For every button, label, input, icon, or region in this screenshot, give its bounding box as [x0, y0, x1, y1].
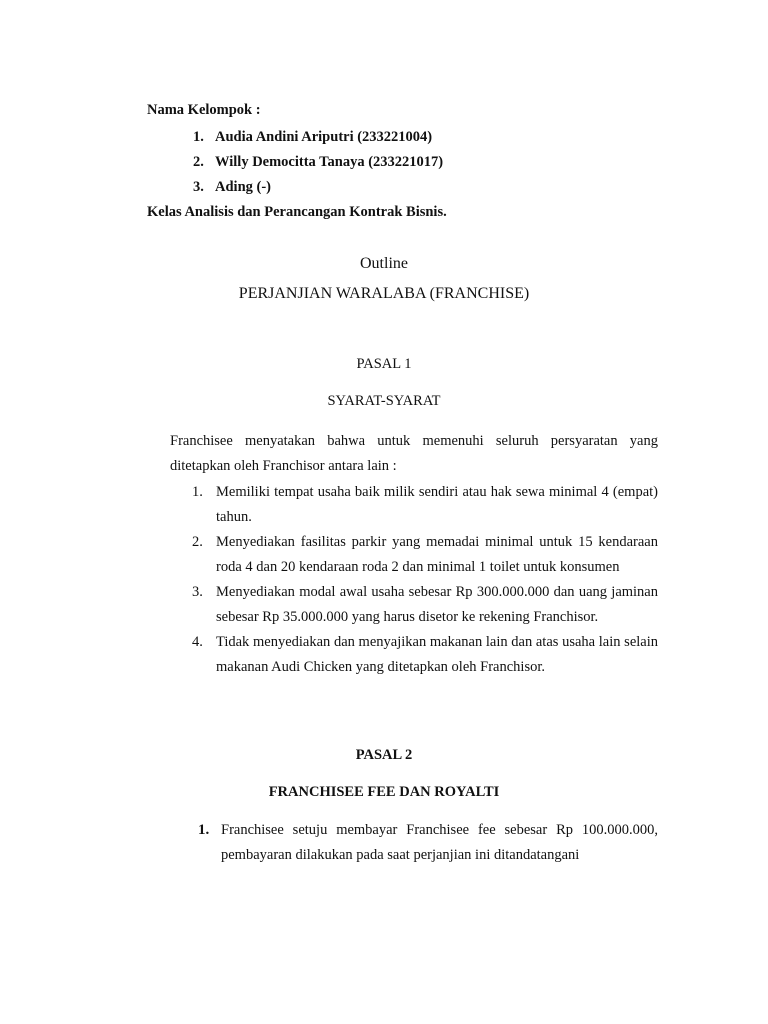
member-item: 2. Willy Democitta Tanaya (233221017)	[193, 154, 444, 170]
outline-heading: Outline	[360, 255, 408, 272]
member-name: Audia Andini Ariputri (233221004)	[215, 129, 433, 145]
list-item-text: Tidak menyediakan dan menyajikan makanan lain dan atas usaha lain selain makanan Audi Chicken yang ditetapkan oleh Franchisor.	[216, 634, 658, 675]
pasal1-number: PASAL 1	[356, 356, 412, 372]
document-title: PERJANJIAN WARALABA (FRANCHISE)	[238, 285, 530, 302]
pasal2-item-text: Franchisee setuju membayar Franchisee fee sebesar Rp 100.000.000, pembayaran dilakukan pada saat perjanjian ini ditandatangani	[221, 822, 658, 863]
list-item: 3. Menyediakan modal awal usaha sebesar Rp 300.000.000 dan uang jaminan sebesar Rp 35.000.000 yang harus disetor ke rekening Franchisor.	[192, 584, 658, 625]
pasal1-intro: Franchisee menyatakan bahwa untuk memenuhi seluruh persyaratan yang ditetapkan oleh Franchisor antara lain :	[170, 433, 658, 474]
member-name: Willy Democitta Tanaya (233221017)	[215, 154, 444, 170]
list-item: 4. Tidak menyediakan dan menyajikan makanan lain dan atas usaha lain selain makanan Audi Chicken yang ditetapkan oleh Franchisor.	[192, 634, 658, 675]
pasal2-number: PASAL 2	[355, 747, 413, 763]
list-item-text: Menyediakan fasilitas parkir yang memadai minimal untuk 15 kendaraan roda 4 dan 20 kendaraan roda 2 dan minimal 1 toilet untuk konsumen	[216, 534, 658, 575]
member-name: Ading (-)	[215, 179, 271, 195]
list-item: 2. Menyediakan fasilitas parkir yang memadai minimal untuk 15 kendaraan roda 4 dan 20 kendaraan roda 2 dan minimal 1 toilet untuk konsumen	[192, 534, 658, 575]
pasal2-item: 1. Franchisee setuju membayar Franchisee fee sebesar Rp 100.000.000, pembayaran dilakukan pada saat perjanjian ini ditandatangani	[198, 818, 658, 868]
member-list	[193, 128, 443, 203]
group-label: Nama Kelompok :	[147, 102, 261, 118]
member-item: 3. Ading (-)	[193, 179, 271, 195]
list-item: 1. Memiliki tempat usaha baik milik sendiri atau hak sewa minimal 4 (empat) tahun.	[192, 484, 658, 525]
list-item-text: Memiliki tempat usaha baik milik sendiri atau hak sewa minimal 4 (empat) tahun.	[216, 484, 658, 525]
list-item-text: Menyediakan modal awal usaha sebesar Rp 300.000.000 dan uang jaminan sebesar Rp 35.000.000 yang harus disetor ke rekening Franchisor.	[216, 584, 658, 625]
pasal2-title: FRANCHISEE FEE DAN ROYALTI	[268, 784, 500, 800]
class-line: Kelas Analisis dan Perancangan Kontrak Bisnis.	[147, 204, 447, 220]
pasal1-list	[192, 480, 658, 680]
pasal1-title: SYARAT-SYARAT	[327, 393, 441, 409]
member-item: 1. Audia Andini Ariputri (233221004)	[193, 129, 433, 145]
